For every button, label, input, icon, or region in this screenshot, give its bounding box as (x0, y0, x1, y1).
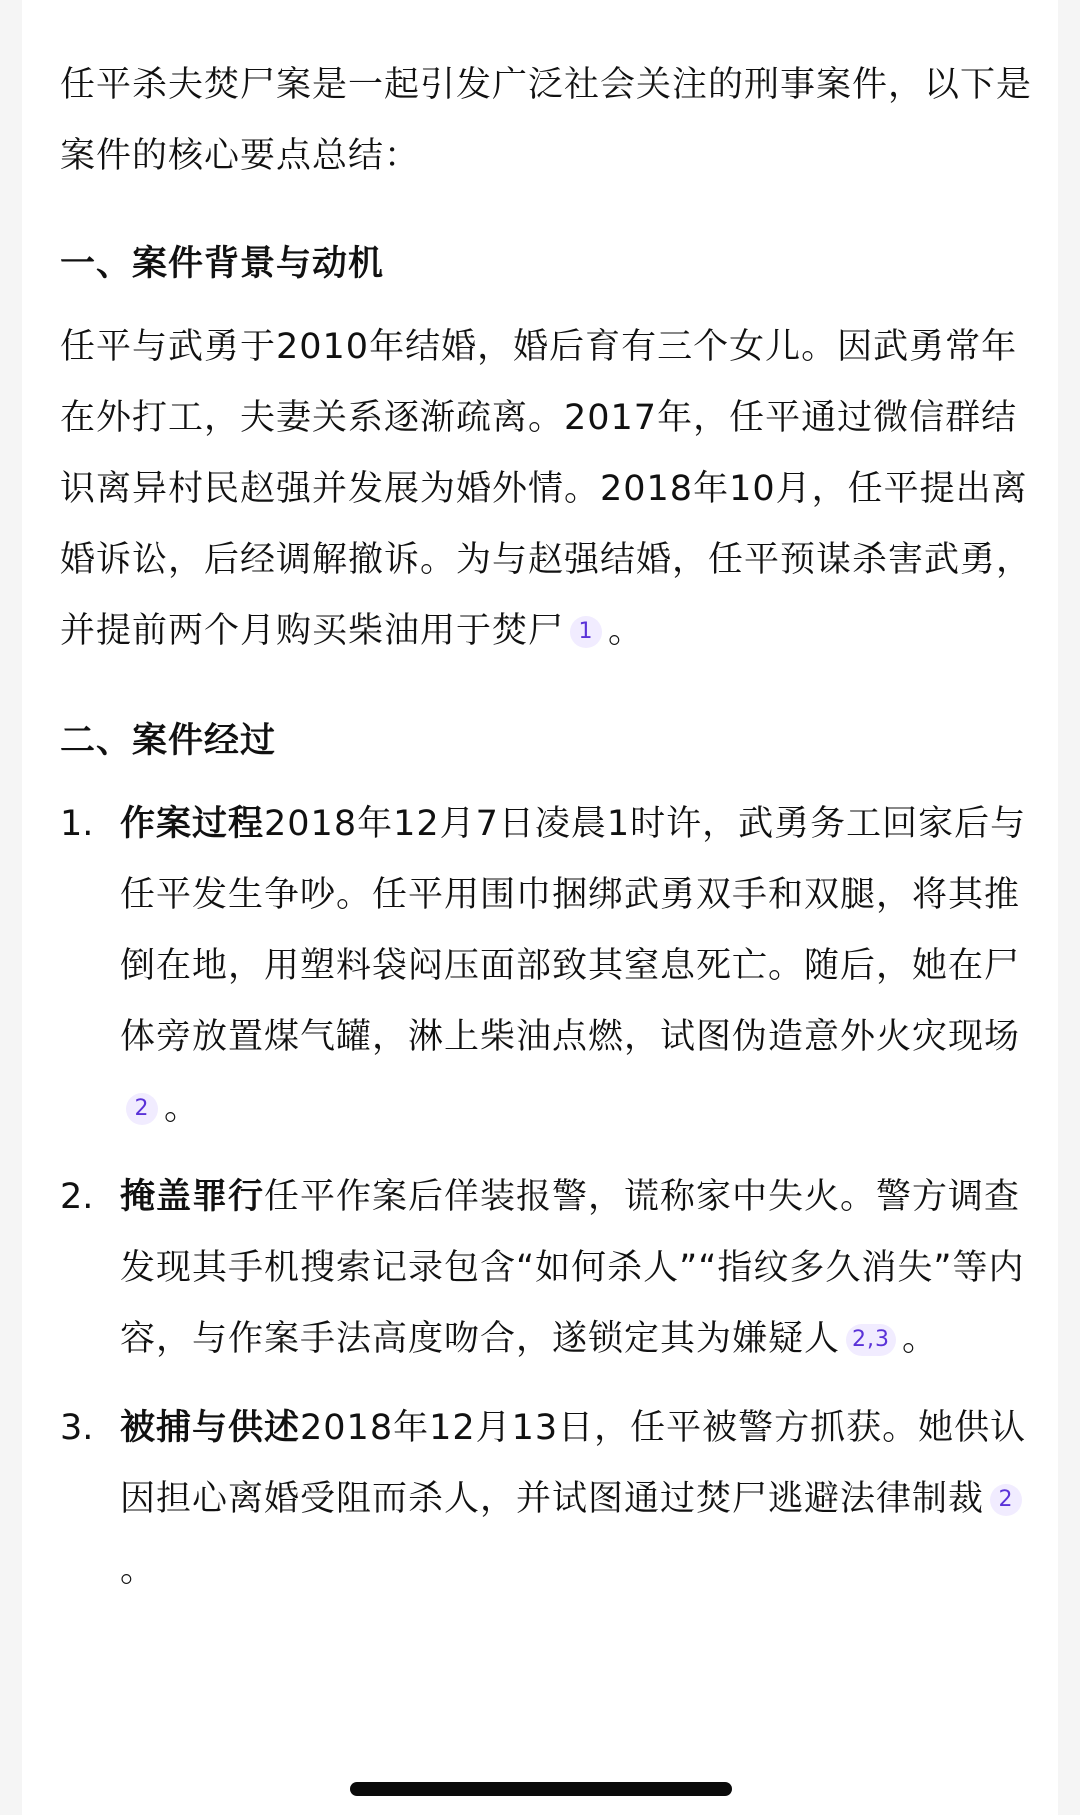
section-heading-process: 二、案件经过 (60, 721, 277, 761)
citation-badge[interactable]: 1 (570, 616, 602, 648)
list-item-body: 2018年12月13日，任平被警方抓获。她供认因担心离婚受阻而杀人，并试图通过焚尸逃避法律制裁 (120, 1408, 1027, 1519)
chat-message-card (22, 0, 1058, 1815)
sentence-end: 。 (120, 1550, 157, 1590)
citation-badge[interactable]: 2 (126, 1093, 158, 1125)
sentence-end: 。 (164, 1088, 201, 1128)
list-item-text (120, 1393, 1040, 1606)
list-item-body: 任平作案后佯装报警，谎称家中失火。警方调查发现其手机搜索记录包含“如何杀人”“指纹多久消失”等内容，与作案手法高度吻合，遂锁定其为嫌疑人 (120, 1177, 1025, 1359)
list-item-title: 作案过程 (120, 804, 265, 844)
list-number: 3. (60, 1408, 94, 1448)
list-item (60, 1393, 1040, 1606)
sentence-end: 。 (608, 611, 645, 651)
section-heading-background: 一、案件背景与动机 (60, 244, 385, 284)
intro-paragraph: 任平杀夫焚尸案是一起引发广泛社会关注的刑事案件，以下是案件的核心要点总结： (60, 65, 1033, 176)
citation-badge[interactable]: 2,3 (846, 1324, 896, 1356)
list-number: 2. (60, 1177, 94, 1217)
list-item-text (120, 1162, 1040, 1375)
sentence-end: 。 (902, 1319, 939, 1359)
list-item-text (120, 789, 1040, 1144)
process-list (60, 789, 1040, 1606)
list-item (60, 1162, 1040, 1375)
list-item (60, 789, 1040, 1144)
home-indicator[interactable] (350, 1782, 732, 1796)
list-number: 1. (60, 804, 94, 844)
message-content (60, 50, 1040, 1624)
list-item-title: 被捕与供述 (120, 1408, 301, 1448)
citation-badge[interactable]: 2 (990, 1484, 1022, 1516)
list-item-body: 2018年12月7日凌晨1时许，武勇务工回家后与任平发生争吵。任平用围巾捆绑武勇双手和双腿，将其推倒在地，用塑料袋闷压面部致其窒息死亡。随后，她在尸体旁放置煤气罐，淋上柴油点燃，试图伪造意外火灾现场 (120, 804, 1027, 1057)
list-item-title: 掩盖罪行 (120, 1177, 265, 1217)
background-text: 任平与武勇于2010年结婚，婚后育有三个女儿。因武勇常年在外打工，夫妻关系逐渐疏离。2017年，任平通过微信群结识离异村民赵强并发展为婚外情。2018年10月，任平提出离婚诉讼，后经调解撤诉。为与赵强结婚，任平预谋杀害武勇，并提前两个月购买柴油用于焚尸 (60, 327, 1033, 651)
background-paragraph (60, 312, 1040, 667)
